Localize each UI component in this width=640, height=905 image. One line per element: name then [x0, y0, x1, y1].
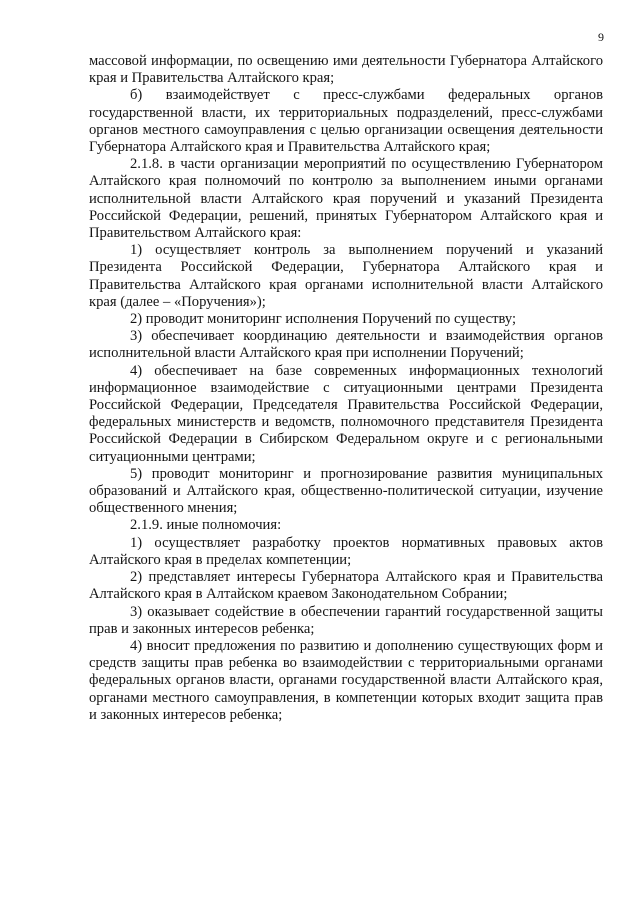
- paragraph-item-5: 5) проводит мониторинг и прогнозирование развития муниципальных образований и Алтайского края, общественно-политической ситуации, изучение общественного мнения;: [89, 465, 603, 517]
- page-number: 9: [598, 30, 604, 44]
- paragraph-continuation: массовой информации, по освещению ими деятельности Губернатора Алтайского края и Правительства Алтайского края;: [89, 53, 603, 87]
- paragraph-item-3: 3) обеспечивает координацию деятельности и взаимодействия органов исполнительной власти Алтайского края при исполнении Поручений;: [89, 328, 603, 362]
- paragraph-item-3: 3) оказывает содействие в обеспечении гарантий государственной защиты прав и законных интересов ребенка;: [89, 603, 603, 637]
- paragraph-item-b: б) взаимодействует с пресс-службами федеральных органов государственной власти, их территориальных подразделений, пресс-службами органов местного самоуправления с целью организации освещения деятельности Губернатора Алтайского края и Правительства Алтайского края;: [89, 87, 603, 156]
- paragraph-item-1: 1) осуществляет разработку проектов нормативных правовых актов Алтайского края в пределах компетенции;: [89, 534, 603, 568]
- paragraph-item-2: 2) проводит мониторинг исполнения Поручений по существу;: [130, 311, 517, 328]
- paragraph-section-2-1-8: 2.1.8. в части организации мероприятий по осуществлению Губернатором Алтайского края полномочий по контролю за выполнением иными органами исполнительной власти Алтайского края поручений и указаний Президента Российской Федерации, решений, принятых Губернатором Алтайского края и Правительством Алтайского края:: [89, 156, 603, 242]
- paragraph-item-4: 4) вносит предложения по развитию и дополнению существующих форм и средств защиты прав ребенка во взаимодействии с территориальными органами федеральных органов власти, органами государственной власти Алтайского края, органами местного самоуправления, в компетенции которых входит защита прав и законных интересов ребенка;: [89, 637, 603, 723]
- paragraph-item-2: 2) представляет интересы Губернатора Алтайского края и Правительства Алтайского края в Алтайском краевом Законодательном Собрании;: [89, 569, 603, 603]
- document-body: [89, 53, 603, 724]
- paragraph-section-2-1-9: 2.1.9. иные полномочия:: [130, 517, 282, 534]
- paragraph-item-4: 4) обеспечивает на базе современных информационных технологий информационное взаимодействие с ситуационными центрами Президента Российской Федерации, Председателя Правительства Российской Федерации, федеральных министерств и ведомств, полномочного представителя Президента Российской Федерации в Сибирском Федеральном округе и с региональными ситуационными центрами;: [89, 362, 603, 465]
- paragraph-item-1: 1) осуществляет контроль за выполнением поручений и указаний Президента Российской Федерации, Губернатора Алтайского края и Правительства Алтайского края органами исполнительной власти Алтайского края (далее – «Поручения»);: [89, 242, 603, 310]
